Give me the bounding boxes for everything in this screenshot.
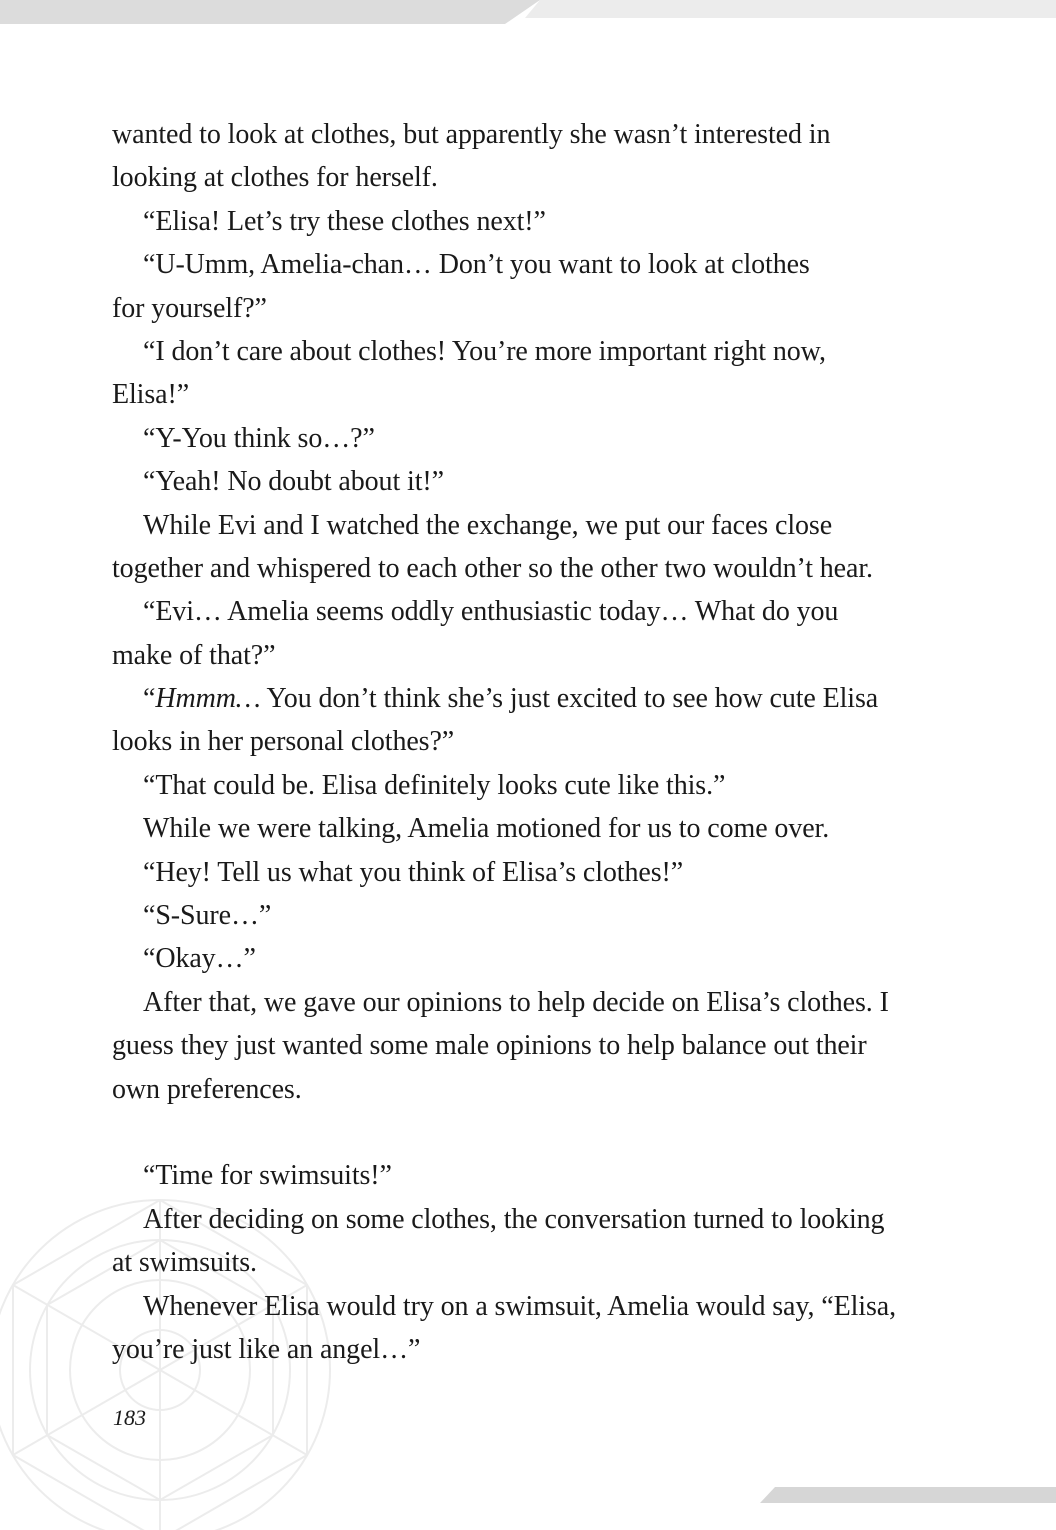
page-number: 183 <box>113 1405 146 1430</box>
text-line: While Evi and I watched the exchange, we put our faces close <box>143 509 833 541</box>
text-line: wanted to look at clothes, but apparently she wasn’t interested in <box>112 119 831 150</box>
text-line: Whenever Elisa would try on a swimsuit, Amelia would say, “Elisa, <box>143 1290 896 1322</box>
italic-emphasis: Hmmm… <box>155 683 261 715</box>
text-line: “Yeah! No doubt about it!” <box>143 466 444 498</box>
text-line: Elisa!” <box>112 379 190 411</box>
text-line: “S-Sure…” <box>143 900 272 932</box>
top-decorative-band <box>0 0 1056 24</box>
text-line: looks in her personal clothes?” <box>112 726 455 758</box>
text-line: “Elisa! Let’s try these clothes next!” <box>143 205 546 237</box>
text-line: “Hey! Tell us what you think of Elisa’s clothes!” <box>143 856 684 888</box>
text-line: “Y-You think so…?” <box>143 422 375 454</box>
bottom-decorative-band <box>0 1483 1056 1503</box>
scene-break <box>112 1111 972 1154</box>
text-line: for yourself?” <box>112 292 267 324</box>
text-line: looking at clothes for herself. <box>112 162 438 194</box>
text-line: “That could be. Elisa definitely looks cute like this.” <box>143 769 726 801</box>
text-line-rest: You don’t think she’s just excited to see how cute Elisa <box>260 683 879 715</box>
text-line: “U-Umm, Amelia-chan… Don’t you want to look at clothes <box>143 249 810 281</box>
text-line: you’re just like an angel…” <box>112 1333 421 1365</box>
text-line: “Evi… Amelia seems oddly enthusiastic today… What do you <box>143 596 839 628</box>
text-line: After deciding on some clothes, the conversation turned to looking <box>143 1203 885 1235</box>
text-line: While we were talking, Amelia motioned for us to come over. <box>143 813 830 845</box>
text-line: “Okay…” <box>143 943 256 975</box>
quote-open: “ <box>143 683 156 715</box>
text-line: at swimsuits. <box>112 1247 257 1279</box>
text-line: “Time for swimsuits!” <box>143 1160 392 1192</box>
text-line: make of that?” <box>112 639 276 671</box>
text-line: After that, we gave our opinions to help decide on Elisa’s clothes. I <box>143 986 889 1018</box>
body-text <box>112 113 972 1371</box>
text-line: together and whispered to each other so the other two wouldn’t hear. <box>112 552 873 584</box>
text-line: guess they just wanted some male opinions to help balance out their <box>112 1030 867 1062</box>
text-line: own preferences. <box>112 1073 302 1105</box>
text-line <box>112 677 972 720</box>
text-line: “I don’t care about clothes! You’re more important right now, <box>143 335 826 367</box>
